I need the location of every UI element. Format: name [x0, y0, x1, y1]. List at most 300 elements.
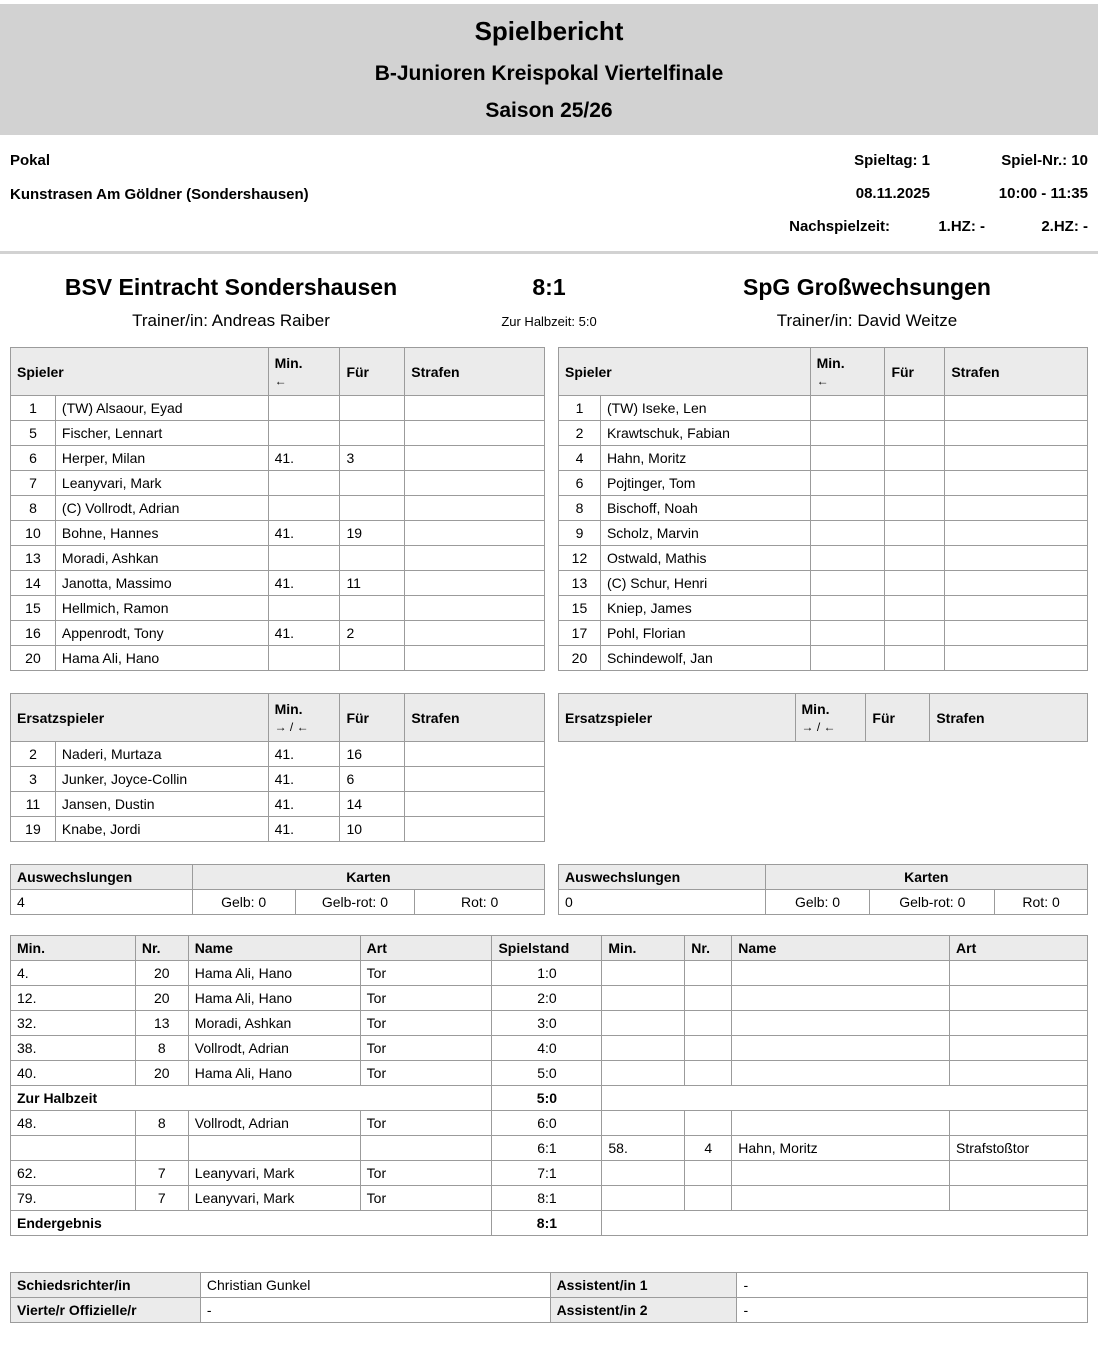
match-number: Spiel-Nr.: 10 [1001, 152, 1088, 169]
player-row [11, 646, 545, 671]
halftime-score: Zur Halbzeit: 5:0 [501, 314, 597, 329]
player-sub-for [340, 596, 405, 621]
event-score: 5:0 [492, 1061, 602, 1086]
player-number: 16 [11, 621, 56, 646]
event-type-home: Tor [360, 986, 492, 1011]
event-row [11, 1111, 1088, 1136]
home-subs-header [11, 694, 545, 742]
event-type-away [950, 986, 1088, 1011]
event-name-away: Hahn, Moritz [732, 1136, 950, 1161]
player-sub-minute [268, 596, 340, 621]
final-result-empty-cell [602, 1211, 1088, 1236]
match-info-left [10, 152, 309, 220]
final-result-row [11, 1211, 1088, 1236]
final-result-label: Endergebnis [11, 1211, 492, 1236]
home-starters-header [11, 348, 545, 396]
event-score: 3:0 [492, 1011, 602, 1036]
lineups-section [10, 347, 1088, 671]
player-number: 20 [559, 646, 601, 671]
player-sub-for [885, 421, 945, 446]
event-min-home: 48. [11, 1111, 136, 1136]
player-penalties [405, 446, 545, 471]
home-starters-table [10, 347, 545, 671]
col-min-home: Min. [11, 936, 136, 961]
player-penalties [945, 496, 1088, 521]
event-type-home [360, 1136, 492, 1161]
final-score: 8:1 [532, 274, 566, 300]
event-name-home: Vollrodt, Adrian [188, 1036, 360, 1061]
col-strafen: Strafen [405, 348, 545, 396]
fourth-official-label: Vierte/r Offizielle/r [11, 1298, 201, 1323]
assistant2-name: - [737, 1298, 1088, 1323]
player-number: 15 [11, 596, 56, 621]
event-name-home: Vollrodt, Adrian [188, 1111, 360, 1136]
player-sub-for: 14 [340, 792, 405, 817]
home-red-cards: Rot: 0 [415, 890, 545, 915]
event-nr-home: 20 [135, 1061, 188, 1086]
event-row [11, 1036, 1088, 1061]
assistant2-label: Assistent/in 2 [550, 1298, 737, 1323]
player-sub-for [340, 471, 405, 496]
arrow-out-icon: ← [816, 374, 829, 388]
player-penalties [405, 767, 545, 792]
col-ersatzspieler: Ersatzspieler [559, 694, 796, 742]
player-sub-minute [810, 471, 885, 496]
home-cards-header [11, 865, 545, 890]
player-number: 11 [11, 792, 56, 817]
player-number: 6 [559, 471, 601, 496]
player-sub-minute: 41. [268, 571, 340, 596]
player-sub-for [885, 546, 945, 571]
venue: Kunstrasen Am Göldner (Sondershausen) [10, 186, 309, 203]
home-cards-table [10, 864, 545, 915]
divider [0, 251, 1098, 254]
col-min: Min. → / ← [268, 694, 340, 742]
player-sub-for: 19 [340, 521, 405, 546]
player-name: Herper, Milan [55, 446, 268, 471]
away-starters-table [558, 347, 1088, 671]
player-sub-minute [268, 546, 340, 571]
col-fuer: Für [866, 694, 930, 742]
event-name-away [732, 1161, 950, 1186]
stoppage-hz2: 2.HZ: - [1041, 218, 1088, 235]
event-score: 4:0 [492, 1036, 602, 1061]
player-penalties [405, 792, 545, 817]
player-name: (C) Vollrodt, Adrian [55, 496, 268, 521]
col-fuer: Für [340, 348, 405, 396]
home-cards-row [11, 890, 545, 915]
player-penalties [405, 521, 545, 546]
away-yellowred-cards: Gelb-rot: 0 [870, 890, 995, 915]
player-penalties [945, 471, 1088, 496]
event-nr-away [685, 961, 732, 986]
player-number: 20 [11, 646, 56, 671]
col-auswechslungen: Auswechslungen [559, 865, 766, 890]
player-number: 5 [11, 421, 56, 446]
player-sub-minute: 41. [268, 767, 340, 792]
player-name: Hama Ali, Hano [55, 646, 268, 671]
event-type-home: Tor [360, 1061, 492, 1086]
player-sub-for [885, 621, 945, 646]
player-name: Fischer, Lennart [55, 421, 268, 446]
event-min-away [602, 1011, 685, 1036]
home-yellowred-cards: Gelb-rot: 0 [295, 890, 415, 915]
stoppage-hz1: 1.HZ: - [938, 218, 985, 235]
player-sub-minute [268, 421, 340, 446]
player-name: Naderi, Murtaza [55, 742, 268, 767]
player-row [11, 496, 545, 521]
event-type-home: Tor [360, 1161, 492, 1186]
event-name-away [732, 986, 950, 1011]
player-sub-minute [810, 421, 885, 446]
player-sub-for [340, 421, 405, 446]
event-name-home: Hama Ali, Hano [188, 1061, 360, 1086]
col-ersatzspieler: Ersatzspieler [11, 694, 269, 742]
player-penalties [405, 471, 545, 496]
player-sub-for [885, 446, 945, 471]
away-subs-table [558, 693, 1088, 742]
halftime-row [11, 1086, 1088, 1111]
player-penalties [945, 646, 1088, 671]
player-number: 4 [559, 446, 601, 471]
col-spielstand: Spielstand [492, 936, 602, 961]
player-row [11, 817, 545, 842]
col-auswechslungen: Auswechslungen [11, 865, 193, 890]
home-coach: Trainer/in: Andreas Raiber [132, 311, 330, 330]
event-min-home: 38. [11, 1036, 136, 1061]
event-min-home: 79. [11, 1186, 136, 1211]
player-row [11, 546, 545, 571]
player-name: Krawtschuk, Fabian [600, 421, 810, 446]
away-cards-row [559, 890, 1088, 915]
player-sub-for [885, 596, 945, 621]
cards-section [10, 864, 1088, 915]
away-cards-header [559, 865, 1088, 890]
col-nr-home: Nr. [135, 936, 188, 961]
event-nr-home: 20 [135, 986, 188, 1011]
player-sub-for: 16 [340, 742, 405, 767]
substitutes-section [10, 693, 1088, 842]
player-name: Pojtinger, Tom [600, 471, 810, 496]
col-nr-away: Nr. [685, 936, 732, 961]
match-date: 08.11.2025 [855, 185, 930, 202]
referee-label: Schiedsrichter/in [11, 1273, 201, 1298]
event-type-away [950, 1011, 1088, 1036]
player-number: 14 [11, 571, 56, 596]
player-row [11, 792, 545, 817]
player-number: 8 [11, 496, 56, 521]
event-name-home [188, 1136, 360, 1161]
player-number: 19 [11, 817, 56, 842]
col-spieler: Spieler [11, 348, 269, 396]
player-penalties [405, 421, 545, 446]
event-name-away [732, 1061, 950, 1086]
player-number: 10 [11, 521, 56, 546]
player-row [559, 396, 1088, 421]
fourth-official-name: - [200, 1298, 550, 1323]
player-number: 12 [559, 546, 601, 571]
player-row [11, 621, 545, 646]
report-banner [0, 4, 1098, 135]
player-sub-minute [268, 646, 340, 671]
event-row [11, 1011, 1088, 1036]
home-substitution-count: 4 [11, 890, 193, 915]
matchday-row [789, 152, 1088, 169]
player-sub-minute: 41. [268, 817, 340, 842]
event-nr-home: 20 [135, 961, 188, 986]
event-type-away: Strafstoßtor [950, 1136, 1088, 1161]
home-team-name: BSV Eintracht Sondershausen [64, 274, 398, 300]
event-score: 1:0 [492, 961, 602, 986]
event-nr-home: 8 [135, 1111, 188, 1136]
player-sub-for [885, 496, 945, 521]
event-name-away [732, 1036, 950, 1061]
player-row [559, 421, 1088, 446]
player-sub-minute [810, 646, 885, 671]
player-name: Bohne, Hannes [55, 521, 268, 546]
assistant1-name: - [737, 1273, 1088, 1298]
player-sub-minute [810, 396, 885, 421]
player-name: Scholz, Marvin [600, 521, 810, 546]
player-row [11, 571, 545, 596]
player-sub-minute: 41. [268, 446, 340, 471]
player-sub-for [885, 521, 945, 546]
player-penalties [405, 742, 545, 767]
player-sub-minute [810, 621, 885, 646]
player-penalties [405, 817, 545, 842]
event-name-away [732, 1186, 950, 1211]
player-penalties [405, 621, 545, 646]
player-sub-for [340, 396, 405, 421]
event-row [11, 986, 1088, 1011]
competition-type: Pokal [10, 152, 51, 169]
player-sub-minute [810, 521, 885, 546]
player-row [559, 596, 1088, 621]
event-row [11, 1061, 1088, 1086]
event-min-away [602, 986, 685, 1011]
competition-title: B-Junioren Kreispokal Viertelfinale [374, 62, 724, 85]
event-nr-home: 7 [135, 1161, 188, 1186]
player-name: (TW) Iseke, Len [600, 396, 810, 421]
player-row [11, 596, 545, 621]
player-penalties [945, 396, 1088, 421]
event-type-home: Tor [360, 1186, 492, 1211]
player-name: Hahn, Moritz [600, 446, 810, 471]
matchday: Spieltag: 1 [854, 152, 930, 169]
player-sub-for [885, 571, 945, 596]
player-sub-for: 6 [340, 767, 405, 792]
away-subs-header [559, 694, 1088, 742]
events-section [10, 935, 1088, 1236]
coaches-row [0, 311, 1098, 331]
player-sub-for [340, 546, 405, 571]
event-score: 7:1 [492, 1161, 602, 1186]
event-score: 6:0 [492, 1111, 602, 1136]
player-row [559, 521, 1088, 546]
event-nr-home: 13 [135, 1011, 188, 1036]
col-strafen: Strafen [945, 348, 1088, 396]
player-sub-minute [268, 496, 340, 521]
event-min-home: 32. [11, 1011, 136, 1036]
player-number: 6 [11, 446, 56, 471]
officials-section [10, 1272, 1088, 1323]
event-nr-away: 4 [685, 1136, 732, 1161]
player-row [559, 621, 1088, 646]
player-sub-minute [810, 446, 885, 471]
col-art-home: Art [360, 936, 492, 961]
player-row [11, 742, 545, 767]
player-sub-minute [810, 496, 885, 521]
event-score: 2:0 [492, 986, 602, 1011]
player-number: 1 [11, 396, 56, 421]
player-row [559, 446, 1088, 471]
event-min-home: 62. [11, 1161, 136, 1186]
player-name: Leanyvari, Mark [55, 471, 268, 496]
player-penalties [945, 546, 1088, 571]
event-name-away [732, 1111, 950, 1136]
col-min: Min. ← [810, 348, 885, 396]
col-name-home: Name [188, 936, 360, 961]
away-starters-header [559, 348, 1088, 396]
col-min-away: Min. [602, 936, 685, 961]
player-sub-for [340, 646, 405, 671]
player-sub-for [885, 646, 945, 671]
event-min-away [602, 1111, 685, 1136]
player-name: (TW) Alsaour, Eyad [55, 396, 268, 421]
event-row [11, 1186, 1088, 1211]
event-nr-home: 8 [135, 1036, 188, 1061]
player-sub-for [340, 496, 405, 521]
player-penalties [945, 421, 1088, 446]
col-fuer: Für [340, 694, 405, 742]
col-karten: Karten [192, 865, 544, 890]
stoppage-row [789, 218, 1088, 235]
player-sub-for: 11 [340, 571, 405, 596]
player-name: Ostwald, Mathis [600, 546, 810, 571]
player-row [559, 646, 1088, 671]
event-name-home: Hama Ali, Hano [188, 986, 360, 1011]
away-cards-table [558, 864, 1088, 915]
home-subs-table [10, 693, 545, 842]
event-nr-home [135, 1136, 188, 1161]
event-type-home: Tor [360, 1036, 492, 1061]
player-row [559, 471, 1088, 496]
match-info [0, 135, 1098, 251]
event-score: 6:1 [492, 1136, 602, 1161]
player-name: Jansen, Dustin [55, 792, 268, 817]
event-min-away [602, 1161, 685, 1186]
event-type-away [950, 1061, 1088, 1086]
player-row [11, 421, 545, 446]
player-row [11, 521, 545, 546]
player-name: Moradi, Ashkan [55, 546, 268, 571]
player-row [559, 546, 1088, 571]
player-sub-minute [810, 546, 885, 571]
player-name: Junker, Joyce-Collin [55, 767, 268, 792]
referee-name: Christian Gunkel [200, 1273, 550, 1298]
events-header [11, 936, 1088, 961]
col-name-away: Name [732, 936, 950, 961]
player-name: Bischoff, Noah [600, 496, 810, 521]
event-row [11, 1161, 1088, 1186]
player-name: Kniep, James [600, 596, 810, 621]
player-sub-minute: 41. [268, 621, 340, 646]
officials-row [11, 1298, 1088, 1323]
event-min-away [602, 1061, 685, 1086]
event-min-away [602, 1036, 685, 1061]
player-number: 3 [11, 767, 56, 792]
player-sub-minute: 41. [268, 521, 340, 546]
event-name-home: Moradi, Ashkan [188, 1011, 360, 1036]
event-name-home: Leanyvari, Mark [188, 1161, 360, 1186]
player-row [11, 767, 545, 792]
event-min-away: 58. [602, 1136, 685, 1161]
player-sub-minute [810, 596, 885, 621]
scoreline [0, 274, 1098, 301]
player-penalties [405, 546, 545, 571]
away-team-name: SpG Großwechsungen [743, 274, 991, 300]
away-yellow-cards: Gelb: 0 [765, 890, 870, 915]
player-row [559, 571, 1088, 596]
col-fuer: Für [885, 348, 945, 396]
event-min-home: 4. [11, 961, 136, 986]
player-name: Schindewolf, Jan [600, 646, 810, 671]
event-type-home: Tor [360, 1011, 492, 1036]
event-type-away [950, 1186, 1088, 1211]
away-red-cards: Rot: 0 [995, 890, 1088, 915]
stoppage-label: Nachspielzeit: [789, 218, 890, 235]
officials-row [11, 1273, 1088, 1298]
col-min: Min. → / ← [795, 694, 866, 742]
event-nr-away [685, 986, 732, 1011]
player-sub-for: 3 [340, 446, 405, 471]
date-row [789, 185, 1088, 202]
player-number: 2 [559, 421, 601, 446]
event-type-away [950, 961, 1088, 986]
player-sub-minute [268, 471, 340, 496]
player-name: Janotta, Massimo [55, 571, 268, 596]
event-row [11, 961, 1088, 986]
player-number: 9 [559, 521, 601, 546]
player-name: (C) Schur, Henri [600, 571, 810, 596]
player-sub-minute [810, 571, 885, 596]
event-nr-away [685, 1036, 732, 1061]
player-name: Appenrodt, Tony [55, 621, 268, 646]
player-sub-minute: 41. [268, 742, 340, 767]
event-score: 8:1 [492, 1186, 602, 1211]
player-row [11, 446, 545, 471]
event-name-home: Leanyvari, Mark [188, 1186, 360, 1211]
player-name: Hellmich, Ramon [55, 596, 268, 621]
player-penalties [405, 596, 545, 621]
away-substitution-count: 0 [559, 890, 766, 915]
player-penalties [405, 396, 545, 421]
event-name-home: Hama Ali, Hano [188, 961, 360, 986]
player-sub-minute: 41. [268, 792, 340, 817]
event-nr-home: 7 [135, 1186, 188, 1211]
event-type-home: Tor [360, 1111, 492, 1136]
player-sub-for [885, 396, 945, 421]
event-type-away [950, 1036, 1088, 1061]
event-nr-away [685, 1186, 732, 1211]
officials-table [10, 1272, 1088, 1323]
player-number: 17 [559, 621, 601, 646]
player-name: Knabe, Jordi [55, 817, 268, 842]
player-number: 13 [559, 571, 601, 596]
player-number: 13 [11, 546, 56, 571]
player-row [559, 496, 1088, 521]
player-penalties [405, 646, 545, 671]
